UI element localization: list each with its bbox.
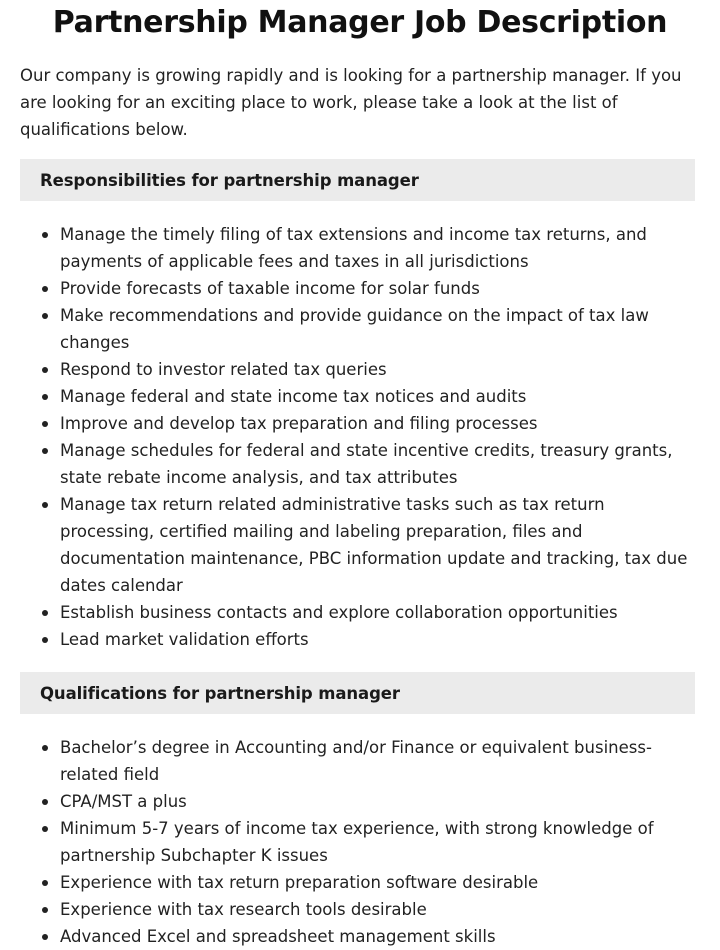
list-item xyxy=(40,410,696,437)
list-item-text: Manage federal and state income tax notices and audits xyxy=(60,387,527,406)
list-item-text: Manage schedules for federal and state incentive credits, treasury grants, state rebate income analysis, and tax attributes xyxy=(60,441,673,487)
list-item xyxy=(40,437,696,491)
list-item-text: Improve and develop tax preparation and filing processes xyxy=(60,414,538,433)
bullet-icon xyxy=(42,745,48,751)
list-item xyxy=(40,815,696,869)
bullet-icon xyxy=(42,826,48,832)
qualifications-header xyxy=(20,672,695,714)
bullet-icon xyxy=(42,637,48,643)
bullet-icon xyxy=(42,799,48,805)
list-item-text: Experience with tax research tools desirable xyxy=(60,900,427,919)
list-item xyxy=(40,356,696,383)
list-item xyxy=(40,275,696,302)
bullet-icon xyxy=(42,448,48,454)
qualifications-heading: Qualifications for partnership manager xyxy=(40,683,400,703)
list-item xyxy=(40,626,696,653)
list-item xyxy=(40,599,696,626)
list-item-text: Establish business contacts and explore collaboration opportunities xyxy=(60,603,618,622)
responsibilities-list xyxy=(40,221,696,653)
list-item-text: Experience with tax return preparation software desirable xyxy=(60,873,539,892)
bullet-icon xyxy=(42,880,48,886)
bullet-icon xyxy=(42,502,48,508)
bullet-icon xyxy=(42,286,48,292)
qualifications-list xyxy=(40,734,696,950)
list-item-text: Make recommendations and provide guidance on the impact of tax law changes xyxy=(60,306,649,352)
list-item xyxy=(40,221,696,275)
bullet-icon xyxy=(42,907,48,913)
list-item-text: Manage tax return related administrative tasks such as tax return processing, certified mailing and labeling preparation, files and documentation maintenance, PBC information update and tracking, tax due dates calendar xyxy=(60,495,688,595)
intro-paragraph: Our company is growing rapidly and is looking for a partnership manager. If you are looking for an exciting place to work, please take a look at the list of qualifications below. xyxy=(20,66,682,139)
bullet-icon xyxy=(42,934,48,940)
bullet-icon xyxy=(42,421,48,427)
list-item-text: Manage the timely filing of tax extensions and income tax returns, and payments of applicable fees and taxes in all jurisdictions xyxy=(60,225,647,271)
list-item-text: Lead market validation efforts xyxy=(60,630,309,649)
list-item xyxy=(40,869,696,896)
bullet-icon xyxy=(42,232,48,238)
list-item xyxy=(40,302,696,356)
list-item xyxy=(40,923,696,950)
list-item-text: Provide forecasts of taxable income for solar funds xyxy=(60,279,480,298)
page-title: Partnership Manager Job Description xyxy=(52,5,668,40)
list-item-text: Advanced Excel and spreadsheet management skills xyxy=(60,927,496,946)
list-item xyxy=(40,491,696,599)
list-item-text: Respond to investor related tax queries xyxy=(60,360,387,379)
bullet-icon xyxy=(42,610,48,616)
list-item-text: CPA/MST a plus xyxy=(60,792,187,811)
responsibilities-heading: Responsibilities for partnership manager xyxy=(40,170,419,190)
list-item-text: Minimum 5-7 years of income tax experience, with strong knowledge of partnership Subchapter K issues xyxy=(60,819,654,865)
list-item xyxy=(40,788,696,815)
bullet-icon xyxy=(42,367,48,373)
list-item xyxy=(40,896,696,923)
list-item xyxy=(40,383,696,410)
bullet-icon xyxy=(42,313,48,319)
list-item xyxy=(40,734,696,788)
list-item-text: Bachelor’s degree in Accounting and/or Finance or equivalent business-related field xyxy=(60,738,652,784)
bullet-icon xyxy=(42,394,48,400)
responsibilities-header xyxy=(20,159,695,201)
